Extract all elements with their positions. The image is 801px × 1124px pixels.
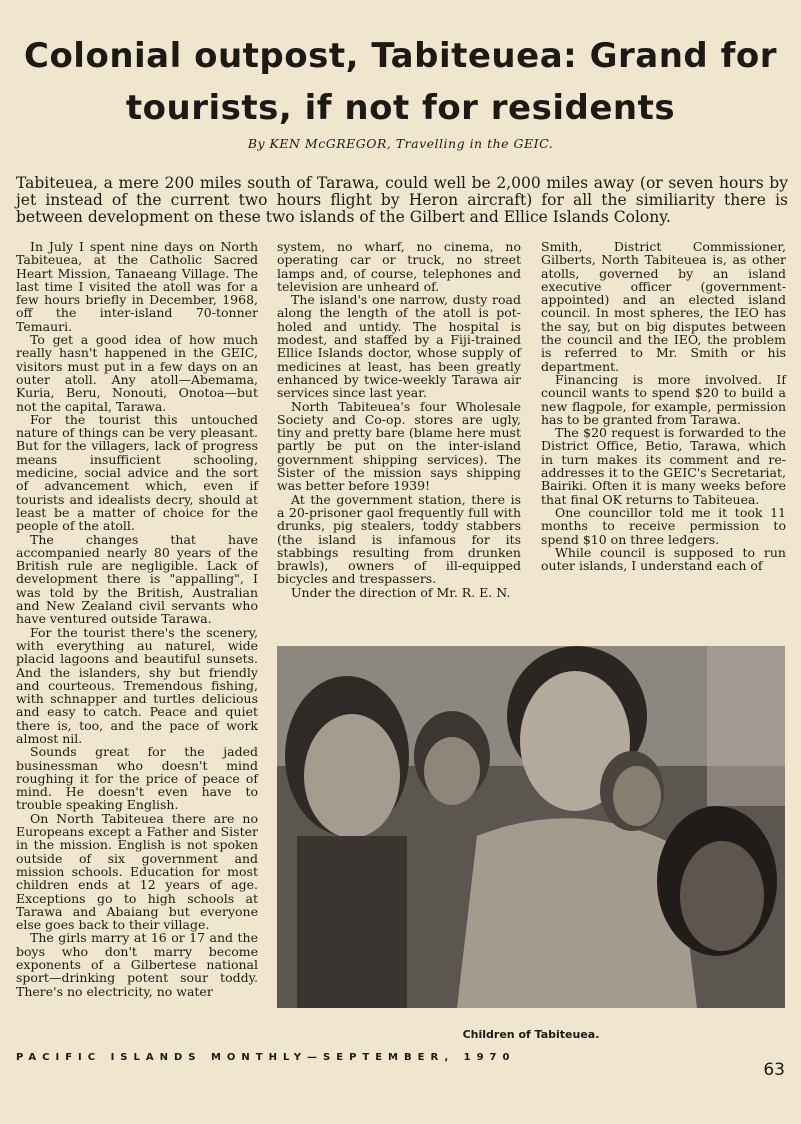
paragraph: To get a good idea of how much really hasn't happened in the GEIC, visitors must put in a few days on an outer atoll. Any atoll—Abemama, Kuria, Beru, Nonouti, Onotoa—but not the capital, Tarawa. [16,332,258,414]
paragraph: The changes that have accompanied nearly 80 years of the British rule are negligible. Lack of development there is "appalling", I was told by the British, Australian and New Zealand civil servants who have ventured outside Tarawa. [16,531,258,627]
headline: Colonial outpost, Tabiteuea: Grand for tourists, if not for residents [24,36,777,128]
paragraph: Smith, District Commissioner, Gilberts, North Tabiteuea is, as other atolls, governed by an island executive officer (government-appointed) and an elected island council. In most spheres, the IEO has the say, but on big disputes between the council and the IEO, the problem is referred to Mr. Smith or his department. [541,239,786,374]
paragraph: One councillor told me it took 11 months to receive permission to spend $10 on three ledgers. [541,504,786,547]
page-number: 63 [763,1060,785,1080]
article-column-2 [277,240,521,599]
paragraph: For the tourist this untouched nature of things can be very pleasant. But for the villagers, lack of progress means insufficient schooling, medicine, social advice and the sort of advancement which, even if tourists and idealists decry, should at least be a matter of choice for the people of the atoll. [16,411,258,534]
children-photo [277,646,785,1008]
paragraph: While council is supposed to run outer islands, I understand each of [541,544,786,574]
paragraph: The girls marry at 16 or 17 and the boys who don't marry become exponents of a Gilbertese national sport—drinking potent sour toddy. There's no electricity, no water [16,930,258,999]
byline: By KEN McGREGOR, Travelling in the GEIC. [247,136,554,151]
paragraph: North Tabiteuea's four Wholesale Society and Co-op. stores are ugly, tiny and pretty bare (blame here must partly be put on the inter-island government shipping services). The Sister of the mission says shipping was better before 1939! [277,398,521,494]
paragraph: Financing is more involved. If council wants to spend $20 to build a new flagpole, for example, permission has to be granted from Tarawa. [541,371,786,427]
publication-footer: PACIFIC ISLANDS MONTHLY—SEPTEMBER, 1970 [16,1052,516,1063]
paragraph: At the government station, there is a 20-prisoner gaol frequently full with drunks, pig stealers, toddy stabbers (the island is infamous for its stabbings resulting from drunken brawls), owners of ill-equipped bicycles and trespassers. [277,491,521,587]
article-column-1 [16,240,258,998]
paragraph: On North Tabiteuea there are no Europeans except a Father and Sister in the mission. English is not spoken outside of six government and mission schools. Education for most children ends at 12 years of age. Exceptions go to high schools at Tarawa and Abaiang but everyone else goes back to their village. [16,810,258,933]
paragraph: system, no wharf, no cinema, no operating car or truck, no street lamps and, of course, telephones and television are unheard of. [277,239,521,294]
photo-caption: Children of Tabiteuea. [462,1028,600,1041]
photo-illustration [277,646,785,1008]
paragraph: Sounds great for the jaded businessman who doesn't mind roughing it for the price of peace of mind. He doesn't even have to trouble speaking English. [16,744,258,813]
paragraph: Under the direction of Mr. R. E. N. [291,584,511,600]
paragraph: The $20 request is forwarded to the District Office, Betio, Tarawa, which in turn makes its comment and re-addresses it to the GEIC's Secretariat, Bairiki. Often it is many weeks before that final OK returns to Tabiteuea. [541,425,786,507]
article-column-3 [541,240,786,572]
lead-paragraph: Tabiteuea, a mere 200 miles south of Tarawa, could well be 2,000 miles away (or seven hours by jet instead of the current two hours flight by Heron aircraft) for all the similiarity there is between development on these two islands of the Gilbert and Ellice Islands Colony. [16,174,788,226]
paragraph: For the tourist there's the scenery, with everything au naturel, wide placid lagoons and beautiful sunsets. And the islanders, shy but friendly and courteous. Tremendous fishing, with schnapper and turtles delicious and easy to catch. Peace and quiet there is, too, and the pace of work almost nil. [16,624,258,746]
paragraph: The island's one narrow, dusty road along the length of the atoll is pot-holed and untidy. The hospital is modest, and staffed by a Fiji-trained Ellice Islands doctor, whose supply of medicines at least, has been greatly enhanced by twice-weekly Tarawa air services since last year. [277,292,521,401]
paragraph: In July I spent nine days on North Tabiteuea, at the Catholic Sacred Heart Mission, Tanaeang Village. The last time I visited the atoll was for a few hours briefly in December, 1968, off the inter-island 70-tonner Temauri. [16,239,258,334]
